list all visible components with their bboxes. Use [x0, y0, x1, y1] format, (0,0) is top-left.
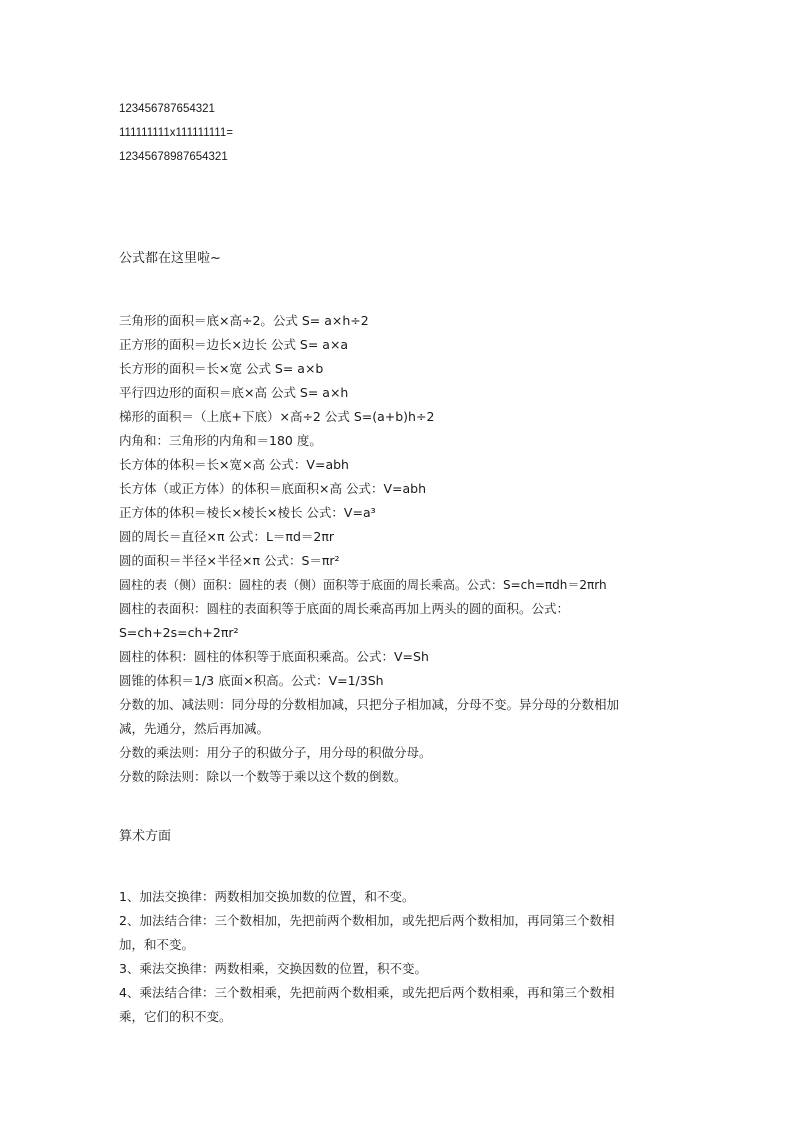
formula-line: 长方形的面积＝长×宽 公式 S= a×b [119, 361, 324, 376]
formula-line: 长方体（或正方体）的体积＝底面积×高 公式：V=abh [119, 481, 426, 496]
formulas-heading-block [119, 247, 689, 271]
formula-line: 圆柱的表（侧）面积：圆柱的表（侧）面积等于底面的周长乘高。公式：S=ch=πdh＝2πrh [119, 578, 607, 592]
formula-line: 正方体的体积＝棱长×棱长×棱长 公式：V=a³ [119, 505, 376, 520]
formula-line: 分数的乘法则：用分子的积做分子，用分母的积做分母。 [119, 745, 432, 760]
formula-line: 正方形的面积＝边长×边长 公式 S= a×a [119, 337, 349, 352]
law-line: 3、乘法交换律：两数相乘，交换因数的位置，积不变。 [119, 961, 427, 976]
formula-line: 分数的除法则：除以一个数等于乘以这个数的倒数。 [119, 769, 407, 784]
section-title-arithmetic: 算术方面 [119, 829, 172, 844]
formula-line: 圆的面积＝半径×半径×π 公式：S＝πr² [119, 553, 340, 568]
arithmetic-list [119, 885, 689, 1029]
number-line: 111111111x111111111= [119, 127, 233, 139]
formula-line: 平行四边形的面积＝底×高 公式 S= a×h [119, 385, 349, 400]
formula-line: 圆锥的体积＝1/3 底面×积高。公式：V=1/3Sh [119, 673, 384, 688]
formula-line: 三角形的面积＝底×高÷2。公式 S= a×h÷2 [119, 313, 369, 328]
arithmetic-heading-block [119, 825, 689, 849]
formula-line: 圆柱的体积：圆柱的体积等于底面积乘高。公式：V=Sh [119, 649, 429, 664]
number-line: 123456787654321 [119, 103, 215, 115]
formula-line: 分数的加、减法则：同分母的分数相加减，只把分子相加减，分母不变。异分母的分数相加 [119, 697, 620, 712]
formula-line: 圆的周长＝直径×π 公式：L＝πd＝2πr [119, 529, 335, 544]
formula-line: 长方体的体积＝长×宽×高 公式：V=abh [119, 457, 349, 472]
law-line: 1、加法交换律：两数相加交换加数的位置，和不变。 [119, 889, 415, 904]
law-line: 4、乘法结合律：三个数相乘，先把前两个数相乘，或先把后两个数相乘，再和第三个数相 [119, 985, 615, 1000]
law-line: 2、加法结合律：三个数相加，先把前两个数相加，或先把后两个数相加，再同第三个数相 [119, 913, 615, 928]
formula-line: 减，先通分，然后再加减。 [119, 721, 270, 736]
formula-line: 内角和：三角形的内角和＝180 度。 [119, 433, 322, 448]
formula-line: 圆柱的表面积：圆柱的表面积等于底面的周长乘高再加上两头的圆的面积。公式： [119, 601, 570, 616]
formulas-list [119, 309, 689, 789]
formula-line: 梯形的面积＝（上底+下底）×高÷2 公式 S=(a+b)h÷2 [119, 409, 435, 424]
law-line: 乘，它们的积不变。 [119, 1009, 232, 1024]
number-line: 12345678987654321 [119, 151, 228, 163]
formula-line: S=ch+2s=ch+2πr² [119, 625, 239, 640]
number-pattern-block [119, 97, 689, 169]
law-line: 加，和不变。 [119, 937, 195, 952]
section-title-formulas: 公式都在这里啦~ [119, 251, 221, 266]
